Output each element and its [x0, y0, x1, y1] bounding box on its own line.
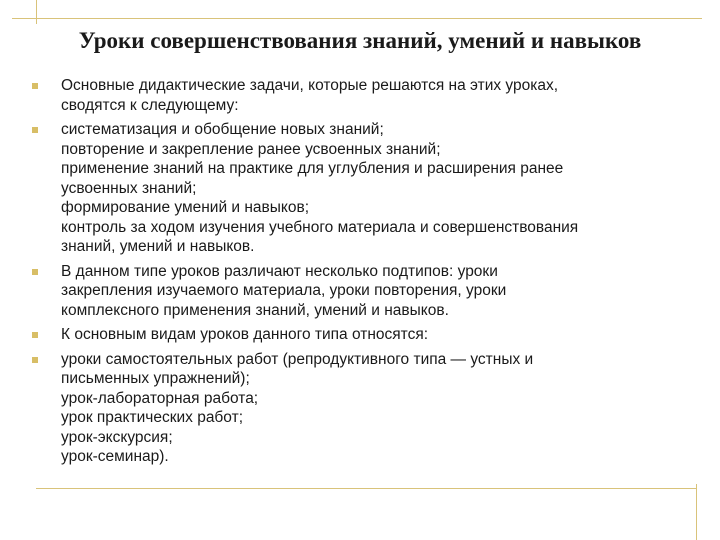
list-item-line: повторение и закрепление ранее усвоенных знаний; — [61, 140, 441, 158]
list-item-line: формирование умений и навыков; — [61, 199, 310, 216]
list-item-line: комплексного применения знаний, умений и навыков. — [61, 301, 449, 319]
list-item-line: систематизация и обобщение новых знаний; — [61, 121, 384, 138]
square-bullet-icon — [32, 127, 38, 133]
list-item-line: уроки самостоятельных работ (репродуктивного типа — устных и — [61, 350, 534, 368]
square-bullet-icon — [32, 332, 38, 338]
list-item — [32, 120, 692, 257]
list-item-line: В данном типе уроков различают несколько подтипов: уроки — [61, 262, 498, 280]
decorative-vertical-rule-right — [696, 484, 697, 540]
square-bullet-icon — [32, 357, 38, 363]
list-item-line: сводятся к следующему: — [61, 96, 239, 114]
list-item — [32, 262, 692, 321]
list-item — [32, 325, 692, 345]
list-item-line: знаний, умений и навыков. — [61, 238, 255, 255]
decorative-vertical-rule-left — [36, 0, 37, 24]
decorative-top-rule — [12, 18, 702, 19]
list-item — [32, 76, 692, 115]
square-bullet-icon — [32, 83, 38, 89]
list-item-line: контроль за ходом изучения учебного материала и совершенствования — [61, 218, 579, 236]
list-item-line: применение знаний на практике для углубления и расширения ранее — [61, 160, 564, 177]
bullet-list — [32, 76, 692, 472]
list-item-line: закрепления изучаемого материала, уроки повторения, уроки — [61, 282, 507, 299]
slide-title: Уроки совершенствования знаний, умений и навыков — [78, 28, 642, 53]
list-item — [32, 350, 692, 467]
list-item-line: урок-экскурсия; — [61, 428, 173, 446]
list-item-line: К основным видам уроков данного типа относятся: — [61, 326, 429, 343]
list-item-line: урок практических работ; — [61, 409, 243, 426]
list-item-line: урок-семинар). — [61, 448, 169, 465]
list-item-line: усвоенных знаний; — [61, 179, 197, 197]
decorative-bottom-rule — [36, 488, 696, 489]
list-item-line: письменных упражнений); — [61, 370, 250, 387]
square-bullet-icon — [32, 269, 38, 275]
list-item-line: урок-лабораторная работа; — [61, 389, 259, 407]
list-item-line: Основные дидактические задачи, которые решаются на этих уроках, — [61, 77, 559, 94]
